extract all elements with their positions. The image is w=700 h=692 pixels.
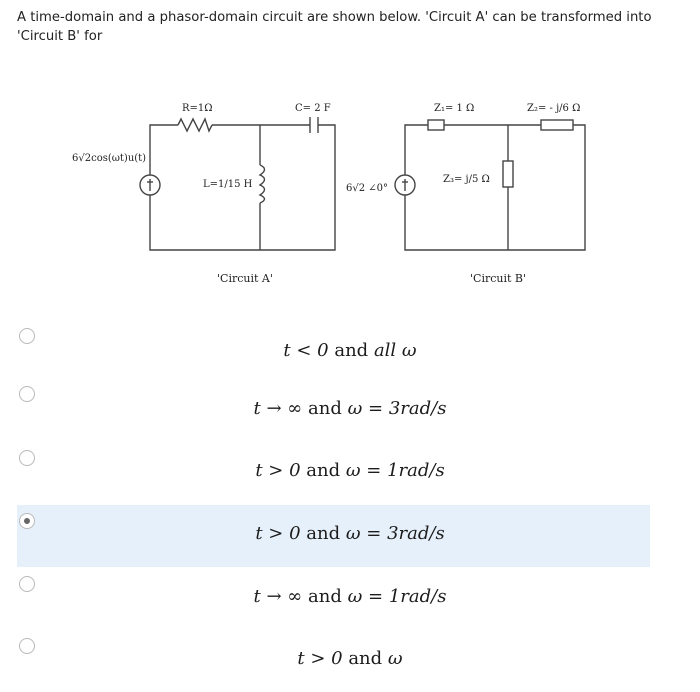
- option-label: t → ∞ and ω = 1rad/s: [253, 586, 447, 607]
- circuit-a: [72, 103, 335, 285]
- answer-option-3[interactable]: [0, 440, 700, 502]
- circuit-b: [346, 103, 585, 285]
- answer-option-1[interactable]: [0, 320, 700, 382]
- caption-circuit-a: 'Circuit A': [217, 272, 273, 285]
- answer-option-6[interactable]: [0, 630, 700, 692]
- option-label: t > 0 and ω = 1rad/s: [255, 460, 445, 481]
- answer-option-5[interactable]: [0, 568, 700, 630]
- label-c: C= 2 F: [295, 103, 331, 114]
- label-l: L=1/15 H: [203, 179, 253, 190]
- label-r: R=1Ω: [182, 103, 213, 114]
- circuit-figure: [60, 95, 620, 295]
- label-source-b: 6√2 ∠0°: [346, 183, 389, 194]
- answer-option-2[interactable]: [0, 380, 700, 442]
- option-label: t > 0 and ω = 3rad/s: [255, 523, 445, 544]
- question-text: A time-domain and a phasor-domain circuit are shown below. 'Circuit A' can be transformed into 'Circuit B' for: [17, 10, 652, 44]
- caption-circuit-b: 'Circuit B': [470, 272, 527, 285]
- impedance-z1: [428, 120, 444, 130]
- impedance-z2: [541, 120, 573, 130]
- option-label: t → ∞ and ω = 3rad/s: [253, 398, 447, 419]
- impedance-z3: [503, 161, 513, 187]
- circuit-diagram: [60, 95, 620, 295]
- label-source-a: 6√2cos(ωt)u(t): [72, 153, 147, 164]
- resistor-r: [178, 119, 212, 131]
- answer-option-4[interactable]: [0, 505, 700, 567]
- label-z3: Z₃= j/5 Ω: [443, 174, 490, 185]
- option-label: t < 0 and all ω: [283, 340, 417, 361]
- option-label: t > 0 and ω: [297, 648, 403, 669]
- label-z1: Z₁= 1 Ω: [434, 103, 475, 114]
- inductor-l: [260, 165, 265, 203]
- label-z2: Z₂= - j/6 Ω: [527, 103, 581, 114]
